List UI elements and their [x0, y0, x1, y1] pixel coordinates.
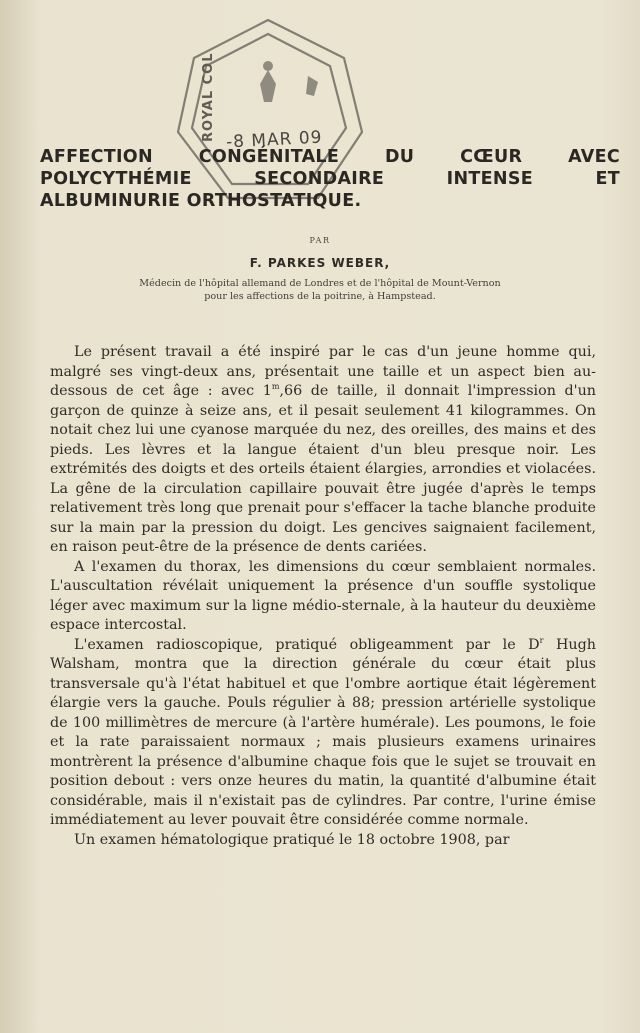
title-line-2: POLYCYTHÉMIE SECONDAIRE INTENSE ET	[40, 169, 620, 189]
author-name: F. PARKES WEBER,	[249, 256, 391, 270]
paragraph: Le présent travail a été inspiré par le cas d'un jeune homme qui, malgré ses vingt-deux ans, présentait une taille et un aspect bien au-dessous de cet âge : avec 1$^m$,66 de taille, il donnait l'impression d'un garçon de quinze à seize ans, et il pesait seulement 41 kilogrammes. On notait chez lui une cyanose marquée du nez, des oreilles, des mains et des pieds. Les lèvres et la langue étaient d'un bleu presque noir. Les extrémités des doigts et des orteils étaient élargies, arrondies et violacées. La gêne de la circulation capillaire pouvait être jugée d'après le temps relativement très long que prenait pour s'effacer la tache blanche produite sur la main par la pression du doigt. Les gencives saignaient facilement, en raison peut-être de la présence de dents cariées.	[50, 344, 596, 555]
paragraph: Un examen hématologique pratiqué le 18 octobre 1908, par	[74, 831, 510, 848]
title-line-1: AFFECTION CONGÉNITALE DU CŒUR AVEC	[40, 147, 620, 167]
article-body	[50, 343, 596, 850]
author-affiliation	[100, 277, 540, 303]
stamp-date: -8 MAR 09	[225, 127, 323, 153]
page-edge-shadow	[0, 0, 40, 1033]
stamp-text: ROYAL COL	[201, 52, 216, 142]
paragraph: L'examen radioscopique, pratiqué obligeamment par le $D^r$ Hugh Walsham, montra que la direction générale du cœur était plus transversale qu'à l'état habituel et que l'ombre aortique était légèrement élargie vers la gauche. Pouls régulier à 88; pression artérielle systolique de 100 millimètres de mercure (à l'artère humérale). Les poumons, le foie et la rate paraissaient normaux ; mais plusieurs examens urinaires montrèrent la présence d'albumine chaque fois que le sujet se trouvait en position debout : vers onze heures du matin, la quantité d'albumine était considérable, mais il n'existait pas de cylindres. Par contre, l'urine émise immédiatement au lever pouvait être considérée comme normale.	[50, 635, 596, 828]
affiliation-line-2: pour les affections de la poitrine, à Hampstead.	[204, 291, 436, 302]
affiliation-line-1: Médecin de l'hôpital allemand de Londres et de l'hôpital de Mount-Vernon	[139, 278, 501, 289]
title-line-3: ALBUMINURIE ORTHOSTATIQUE.	[40, 191, 362, 211]
paragraph: A l'examen du thorax, les dimensions du cœur semblaient normales. L'auscultation révélait uniquement la présence d'un souffle systolique léger avec maximum sur la ligne médio-sternale, à la hauteur du deuxième espace intercostal.	[50, 558, 596, 633]
byline-par: PAR	[309, 236, 331, 245]
article-title	[40, 146, 620, 212]
